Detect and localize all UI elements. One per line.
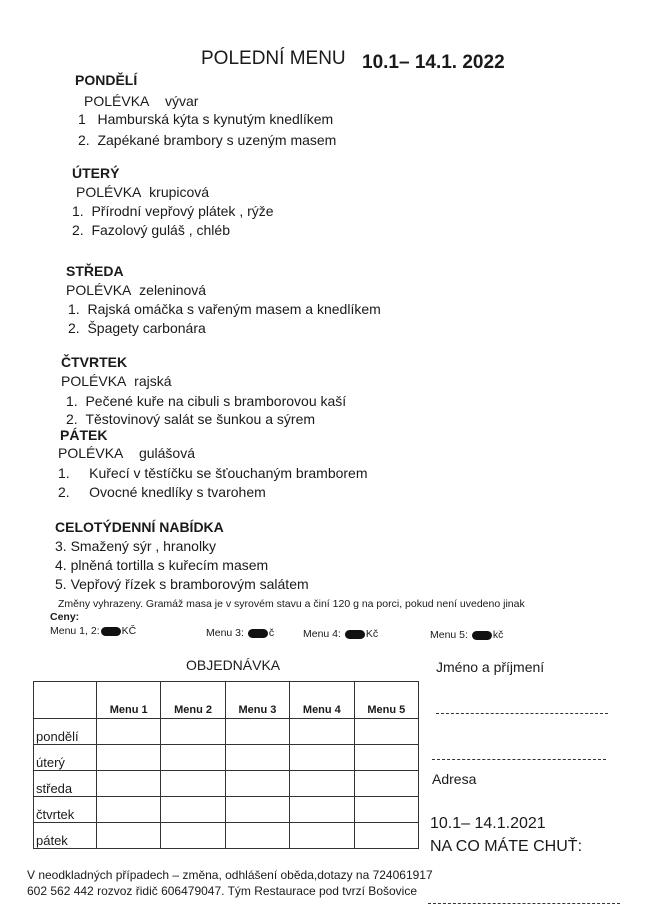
meal-item [58,484,266,500]
day-heading-friday: PÁTEK [60,427,108,443]
order-cell[interactable] [290,745,354,771]
meal-num: 1. [68,301,80,317]
currency: Kč [365,628,379,640]
day-heading-thursday: ČTVRTEK [61,354,128,370]
contact-dates: 10.1– 14.1.2021 [430,815,546,832]
soup-name: krupicová [149,184,210,200]
order-cell[interactable] [97,823,161,849]
row-label: úterý [34,745,97,771]
meal-item [68,301,381,317]
meal-num: 1. [72,203,84,219]
menu-dates: 10.1– 14.1. 2022 [362,52,505,73]
soup-label: POLÉVKA [76,184,142,200]
price-menu-1-2 [50,625,136,637]
order-cell[interactable] [161,797,225,823]
meal-item [78,111,333,127]
slogan: NA CO MÁTE CHUŤ: [430,838,583,855]
redacted-price [472,631,492,640]
price-label: Menu 4: [303,628,341,640]
redacted-price [345,630,365,639]
prices-label: Ceny: [50,611,80,623]
order-cell[interactable] [225,797,289,823]
price-label: Menu 5: [430,629,468,641]
soup-label: POLÉVKA [58,445,124,461]
row-label: pondělí [34,719,97,745]
meal-text: Těstovinový salát se šunkou a sýrem [85,411,316,427]
meal-num: 1. [58,465,70,481]
meal-item [68,320,206,336]
name-label: Jméno a příjmení [436,659,545,675]
order-cell[interactable] [354,745,418,771]
soup-name: vývar [164,93,199,109]
order-cell[interactable] [161,823,225,849]
price-menu-5 [430,629,503,641]
order-table [33,681,419,849]
name-line-2[interactable] [432,759,606,760]
order-cell[interactable] [354,823,418,849]
order-cell[interactable] [225,771,289,797]
weekly-offer-heading: CELOTÝDENNÍ NABÍDKA [55,519,224,535]
order-cell[interactable] [354,719,418,745]
meal-item [72,203,274,219]
price-menu-3 [206,627,274,639]
meal-text: Rajská omáčka s vařeným masem a knedlíkem [87,301,381,317]
day-heading-wednesday: STŘEDA [66,263,124,279]
disclaimer-note: Změny vyhrazeny. Gramáž masa je v syrovém stavu a činí 120 g na porci, pokud není uvedeno jinak [58,598,525,610]
soup-label: POLÉVKA [84,93,150,109]
order-cell[interactable] [290,771,354,797]
order-cell[interactable] [290,823,354,849]
meal-text: Zapékané brambory s uzeným masem [97,132,337,148]
soup-line-wednesday [66,282,206,298]
soup-line-friday [58,445,195,461]
meal-item [66,411,315,427]
order-row-friday [34,823,419,849]
day-heading-tuesday: ÚTERÝ [72,165,120,181]
row-label: pátek [34,823,97,849]
meal-text: Kuřecí v těstíčku se šťouchaným bramborem [89,465,368,481]
meal-text: Špagety carbonára [87,320,206,336]
order-cell[interactable] [225,823,289,849]
order-cell[interactable] [161,745,225,771]
meal-text: Fazolový guláš , chléb [91,222,230,238]
price-label: Menu 3: [206,627,244,639]
order-cell[interactable] [290,797,354,823]
order-corner-cell [34,682,97,719]
soup-line-thursday [61,373,172,389]
order-row-tuesday [34,745,419,771]
meal-num: 1. [66,393,78,409]
meal-item [72,222,230,238]
meal-text: Hamburská kýta s kynutým knedlíkem [97,111,334,127]
meal-text: Přírodní vepřový plátek , rýže [91,203,274,219]
day-heading-monday: PONDĚLÍ [75,72,138,88]
order-cell[interactable] [161,719,225,745]
soup-line-monday [84,93,198,109]
order-cell[interactable] [97,771,161,797]
price-label: Menu 1, 2: [50,625,100,637]
meal-num: 2. [58,484,70,500]
weekly-item: 4. plněná tortilla s kuřecím masem [55,557,269,573]
soup-label: POLÉVKA [61,373,127,389]
order-row-monday [34,719,419,745]
currency: č [268,627,275,639]
order-cell[interactable] [97,745,161,771]
order-row-wednesday [34,771,419,797]
meal-num: 2. [66,411,78,427]
soup-line-tuesday [76,184,209,200]
column-header-menu-4: Menu 4 [290,682,354,719]
order-cell[interactable] [225,719,289,745]
meal-text: Pečené kuře na cibuli s bramborovou kaší [85,393,347,409]
currency: kč [492,629,504,641]
row-label: čtvrtek [34,797,97,823]
order-title: OBJEDNÁVKA [186,657,281,673]
row-label: středa [34,771,97,797]
address-label: Adresa [432,771,477,787]
soup-name: rajská [134,373,172,389]
order-cell[interactable] [161,771,225,797]
meal-num: 2. [68,320,80,336]
order-cell[interactable] [354,797,418,823]
order-cell[interactable] [97,797,161,823]
meal-num: 1 [78,111,86,127]
meal-item [78,132,336,148]
price-menu-4 [303,628,378,640]
soup-name: zeleninová [139,282,207,298]
meal-item [58,465,368,481]
currency: KČ [121,625,137,637]
weekly-item: 5. Vepřový řízek s bramborovým salátem [55,576,309,592]
footer-line-2: 602 562 442 rozvoz řidič 606479047. Tým Restaurace pod tvrzí Bošovice [27,884,417,898]
soup-label: POLÉVKA [66,282,132,298]
soup-name: gulášová [138,445,195,461]
order-cell[interactable] [354,771,418,797]
meal-num: 2. [78,132,90,148]
page-title: POLEDNÍ MENU [201,48,346,69]
meal-text: Ovocné knedlíky s tvarohem [89,484,266,500]
redacted-price [248,629,268,638]
meal-num: 2. [72,222,84,238]
redacted-price [101,627,121,636]
order-header-row [34,682,419,719]
column-header-menu-3: Menu 3 [225,682,289,719]
weekly-item: 3. Smažený sýr , hranolky [55,538,217,554]
signature-line[interactable] [428,903,620,904]
name-line[interactable] [436,713,608,714]
order-cell[interactable] [290,719,354,745]
order-row-thursday [34,797,419,823]
meal-item [66,393,346,409]
column-header-menu-5: Menu 5 [354,682,418,719]
order-cell[interactable] [97,719,161,745]
column-header-menu-2: Menu 2 [161,682,225,719]
footer-line-1: V neodkladných případech – změna, odhlášení oběda,dotazy na 724061917 [27,868,433,882]
column-header-menu-1: Menu 1 [97,682,161,719]
order-cell[interactable] [225,745,289,771]
